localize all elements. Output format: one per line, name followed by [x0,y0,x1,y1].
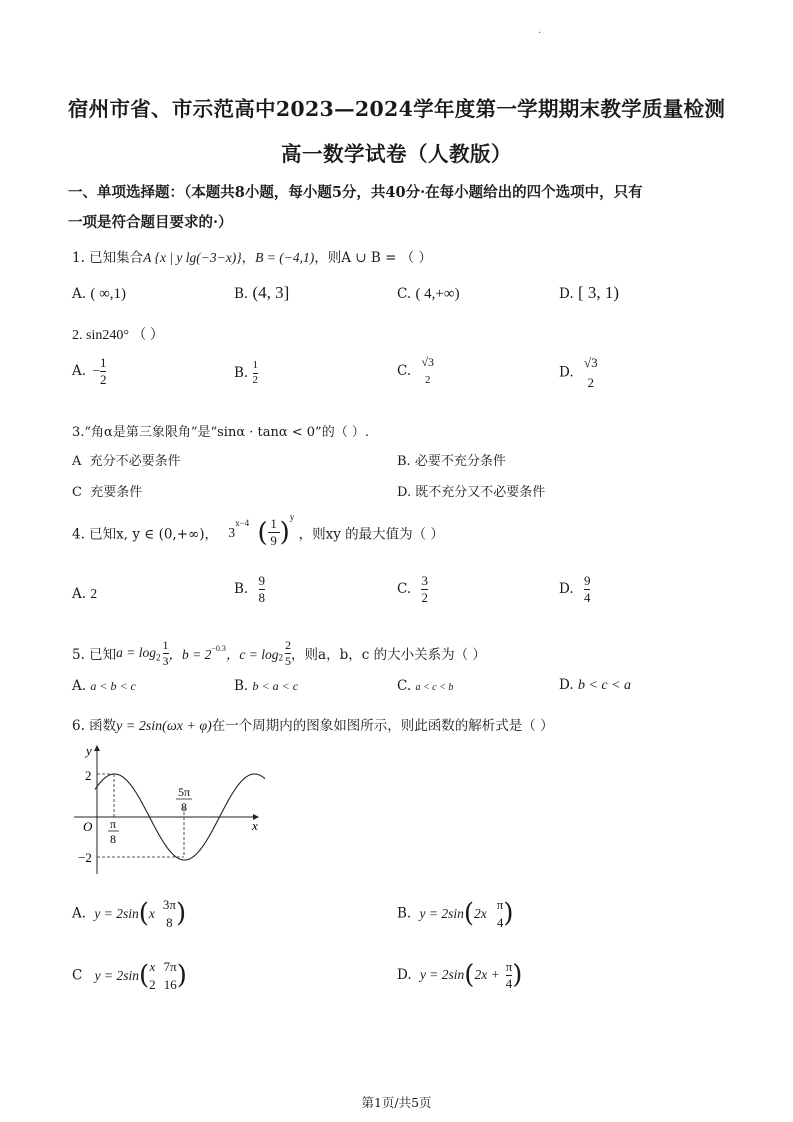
q6-option-b[interactable]: B. y = 2sin(2x π 4 ) [397,897,514,930]
q2-option-a[interactable]: A. − $\frac{1}{2}$ [72,355,107,387]
question-3: 3.“角α是第三象限角”是“sinα · tanα < 0”的（ ）. [72,425,369,440]
q4-option-b[interactable]: B. $\frac{9}{8}$ [234,573,266,605]
q1-set-b: B = (−4,1) [255,250,315,265]
origin-label: O [83,819,93,834]
question-1 [72,246,432,266]
question-5: 5. 已知$a = \log_2$ $\frac{1}{3}$ ，$b = 2^{-0.3}$，$c = \log_2$ $\frac{2}{5}$ ，则a，b，c 的大小关系为（ ） [72,638,486,668]
q5-option-d[interactable]: D. b < c < a [559,677,632,693]
q3-option-b[interactable]: B. 必要不充分条件 [397,454,506,469]
page-footer: 第1页/共5页 [361,1095,432,1110]
x1-den: 8 [110,832,116,846]
q1-set-a: A {x | y lg(−3−x)} [143,250,242,265]
section-heading: 一、单项选择题：（本题共8小题，每小题5分，共40分·在每小题给出的四个选项中，只有 [68,184,643,201]
q1-suffix: ，则A ∪ B = （ ） [314,250,432,266]
q2-option-d[interactable]: D. √3 2 [559,355,598,390]
y-min-label: −2 [78,850,92,865]
q6-option-a[interactable]: A. y = 2sin(x 3π 8 ) [72,897,187,930]
q4-option-a[interactable]: A. 2 [72,586,98,602]
sine-graph [70,740,270,880]
question-2: 2. sin240° （ ） [72,328,164,343]
x1-num: π [109,817,117,831]
q2-option-b[interactable]: B. $\frac{1}{2}$ [234,359,259,386]
q4-option-c[interactable]: C. $\frac{3}{2}$ [397,573,428,605]
q5-option-a[interactable]: A. a < b < c [72,678,136,694]
q1-option-c[interactable]: C. ( 4,+∞) [397,286,460,302]
q1-option-b[interactable]: B. (4, 3] [234,283,290,302]
y-axis-label: y [86,743,92,758]
q1-prefix: 1. 已知集合 [72,250,144,266]
q3-option-c[interactable]: C 充要条件 [72,485,143,500]
q1-sep: ， [241,250,256,266]
q1-option-a[interactable]: A. ( ∞,1) [72,286,127,302]
x-axis-label: x [252,818,258,833]
exam-subtitle: 高一数学试卷（人教版） [281,142,512,166]
q6-option-d[interactable]: D. y = 2sin(2x + $\frac{\pi}{4}$ ) [397,959,523,991]
section-heading-cont: 一项是符合题目要求的·） [68,214,233,231]
exam-title: 宿州市省、市示范高中2023—2024学年度第一学期期末教学质量检测 [67,97,726,121]
y-max-label: 2 [85,768,92,783]
question-6: 6. 函数y = 2sin(ωx + φ)在一个周期内的图象如图所示，则此函数的解析式是（ ） [72,718,554,734]
q3-option-a[interactable]: A 充分不必要条件 [72,454,181,469]
q1-option-d[interactable]: D. [ 3, 1) [559,283,620,302]
q6-option-c[interactable]: C y = 2sin( x 2 7π 16 ) [72,959,187,992]
corner-dot: · [538,28,542,39]
question-4: 4. 已知x, y ∈ (0,+∞)， $3^{x-4}$ ( $\frac{1}{9}$ )$^y$ ，则xy 的最大值为（ ） [72,512,444,548]
q5-option-c[interactable]: C. a < c < b [397,678,454,694]
q3-option-d[interactable]: D. 既不充分又不必要条件 [397,485,546,500]
q5-option-b[interactable]: B. b < a < c [234,678,299,694]
x2-num: 5π [177,785,191,799]
x2-den: 8 [181,800,187,814]
q2-option-c[interactable]: C. √3 2 [397,355,435,386]
q4-option-d[interactable]: D. $\frac{9}{4}$ [559,573,591,605]
